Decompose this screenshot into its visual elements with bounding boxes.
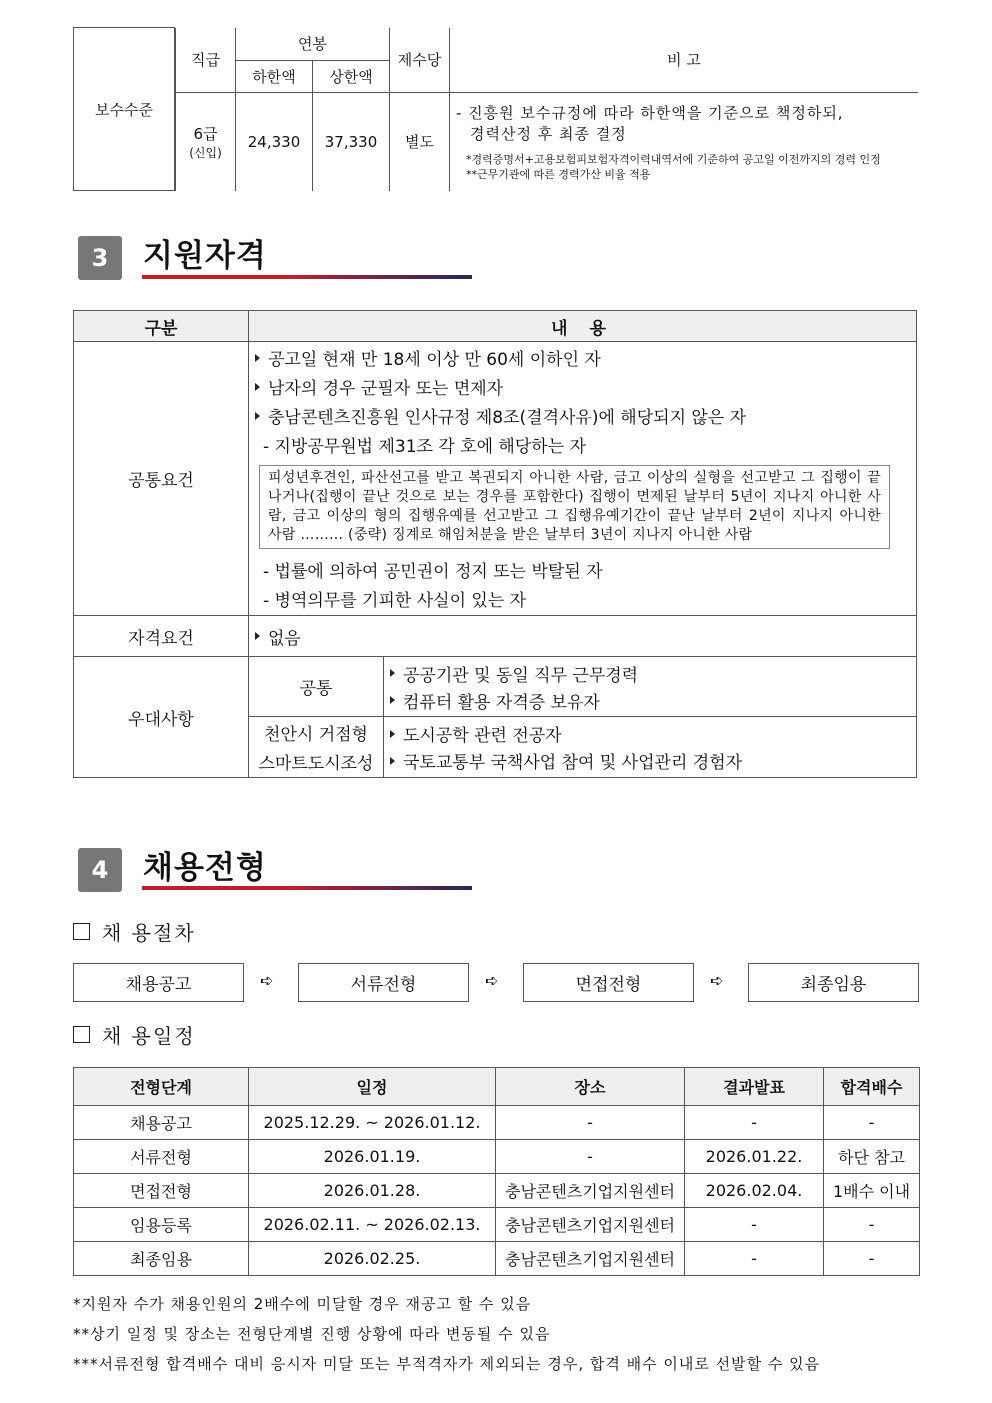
remarks-header: 비 고 xyxy=(450,28,919,93)
section-3-number: 3 xyxy=(78,236,122,280)
footnote-2: **상기 일정 및 장소는 전형단계별 진행 상황에 따라 변동될 수 있음 xyxy=(73,1325,551,1343)
bullet-icon xyxy=(255,383,260,391)
section-3-underline xyxy=(142,275,472,279)
allowance-value: 별도 xyxy=(390,93,450,191)
list-item: 충남콘텐츠진흥원 인사규정 제8조(결격사유)에 해당되지 않은 자 xyxy=(249,401,916,430)
list-item: 컴퓨터 활용 자격증 보유자 xyxy=(384,687,916,714)
grade-header: 직급 xyxy=(176,28,236,93)
section-4-title: 채용전형 xyxy=(143,850,267,886)
schedule-table xyxy=(73,1067,920,1276)
disqualification-box: 피성년후견인, 파산선고를 받고 복권되지 아니한 사람, 금고 이상의 실형을 선고받고 그 집행이 끝나거나(집행이 끝난 것으로 보는 경우를 포함한다) 집행이 면제된 날부터 5년이 지나지 아니한 사람, 금고 이상의 형의 집행유예를 선고받고 그 집행유예기간이 끝난 날부터 2년이 지나지 아니한 사람 ……… (중략) 징계로 해임처분을 받은 날부터 3년이 지나지 아니한 사람 xyxy=(259,465,890,549)
min-value: 24,330 xyxy=(236,93,313,191)
bullet-icon xyxy=(255,354,260,362)
common-dash-2: - 법률에 의하여 공민권이 정지 또는 박탈된 자 xyxy=(263,562,603,582)
preference-label: 우대사항 xyxy=(74,657,249,778)
qualification-table xyxy=(73,310,917,778)
remark-line-1: - 진흥원 보수규정에 따라 하한액을 기준으로 책정하되, xyxy=(456,103,844,122)
process-heading: 채 용절차 xyxy=(73,917,196,946)
section-3-title: 지원자격 xyxy=(143,238,267,274)
step-box: 최종임용 xyxy=(748,963,919,1002)
qual-header-content: 내 용 xyxy=(249,311,917,342)
schedule-heading: 채 용일정 xyxy=(73,1020,196,1049)
pref-common-label: 공통 xyxy=(249,657,384,717)
common-dash-1: - 지방공무원법 제31조 각 호에 해당하는 자 xyxy=(263,437,586,457)
table-row: 서류전형 2026.01.19. - 2026.01.22. 하단 참고 xyxy=(74,1140,920,1174)
list-item: 국토교통부 국책사업 참여 및 사업관리 경험자 xyxy=(384,747,916,774)
pref-common-content xyxy=(384,657,917,717)
min-header: 하한액 xyxy=(236,61,313,93)
sched-header: 일정 xyxy=(249,1068,496,1106)
footnote-3: ***서류전형 합격배수 대비 응시자 미달 또는 부적격자가 제외되는 경우, 합격 배수 이내로 선발할 수 있음 xyxy=(73,1355,821,1373)
pref-smart-content xyxy=(384,717,917,778)
sched-header: 장소 xyxy=(496,1068,685,1106)
list-item: 도시공학 관련 전공자 xyxy=(384,720,916,747)
sched-header: 전형단계 xyxy=(74,1068,249,1106)
list-item: 공공기관 및 동일 직무 근무경력 xyxy=(384,660,916,687)
requirement-content xyxy=(249,616,917,657)
bullet-icon xyxy=(390,730,395,738)
salary-inner-table xyxy=(175,28,918,191)
bullet-icon xyxy=(390,757,395,765)
pref-smart-label: 천안시 거점형 스마트도시조성 xyxy=(249,717,384,778)
step-box: 면접전형 xyxy=(523,963,694,1002)
list-item: 없음 xyxy=(249,622,916,651)
sched-header: 합격배수 xyxy=(824,1068,920,1106)
arrow-right-icon: ➪ xyxy=(710,971,724,990)
arrow-right-icon: ➪ xyxy=(485,971,499,990)
bullet-icon xyxy=(255,412,260,420)
remark-note-2: **근무기관에 따른 경력가산 비율 적용 xyxy=(466,167,651,181)
footnote-1: *지원자 수가 채용인원의 2배수에 미달할 경우 재공고 할 수 있음 xyxy=(73,1295,532,1313)
step-box: 채용공고 xyxy=(73,963,244,1002)
checkbox-icon xyxy=(73,1026,90,1043)
remark-line-2: 경력산정 후 최종 결정 xyxy=(470,124,627,143)
bullet-icon xyxy=(390,669,395,677)
common-dash-3: - 병역의무를 기피한 사실이 있는 자 xyxy=(263,591,527,611)
salary-table xyxy=(73,27,918,191)
table-row: 면접전형 2026.01.28. 충남콘텐츠기업지원센터 2026.02.04. 1배수 이내 xyxy=(74,1174,920,1208)
remark-note-1: *경력증명서+고용보험피보험자격이력내역서에 기준하여 공고일 이전까지의 경력 인정 xyxy=(466,152,881,166)
max-header: 상한액 xyxy=(313,61,390,93)
table-row: 임용등록 2026.02.11. ~ 2026.02.13. 충남콘텐츠기업지원센터 - - xyxy=(74,1208,920,1242)
bullet-icon xyxy=(255,632,260,640)
common-label: 공통요건 xyxy=(74,342,249,616)
allowance-header: 제수당 xyxy=(390,28,450,93)
section-4-number: 4 xyxy=(78,848,122,892)
requirement-label: 자격요건 xyxy=(74,616,249,657)
table-row: 채용공고 2025.12.29. ~ 2026.01.12. - - - xyxy=(74,1106,920,1140)
max-value: 37,330 xyxy=(313,93,390,191)
checkbox-icon xyxy=(73,923,90,940)
bullet-icon xyxy=(390,696,395,704)
section-4-underline xyxy=(142,886,472,890)
grade-value: 6급 xyxy=(193,124,218,143)
remarks-cell xyxy=(450,93,919,191)
salary-row-label: 보수수준 xyxy=(74,28,175,191)
common-content xyxy=(249,342,917,616)
grade-cell xyxy=(176,93,236,191)
sched-header: 결과발표 xyxy=(685,1068,824,1106)
table-row: 최종임용 2026.02.25. 충남콘텐츠기업지원센터 - - xyxy=(74,1242,920,1276)
arrow-right-icon: ➪ xyxy=(260,971,274,990)
list-item: 공고일 현재 만 18세 이상 만 60세 이하인 자 xyxy=(249,343,916,372)
salary-detail-cell xyxy=(175,28,919,191)
step-box: 서류전형 xyxy=(298,963,469,1002)
list-item: 남자의 경우 군필자 또는 면제자 xyxy=(249,372,916,401)
grade-sub: (신입) xyxy=(189,145,222,160)
annual-header: 연봉 xyxy=(236,28,390,61)
qual-header-category: 구분 xyxy=(74,311,249,342)
